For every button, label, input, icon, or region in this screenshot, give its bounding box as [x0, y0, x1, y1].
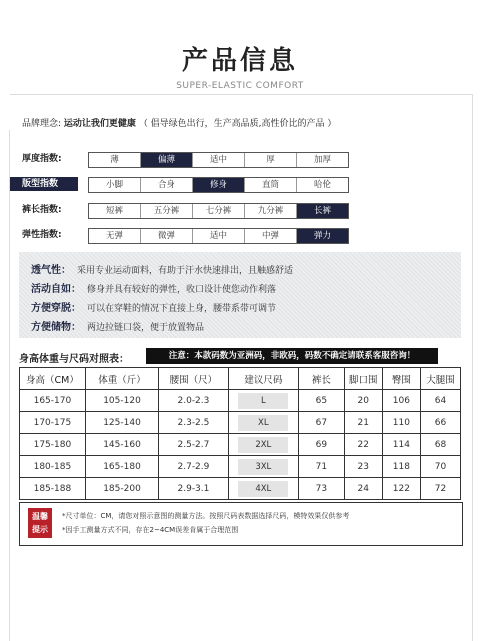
- table-cell: 69: [298, 434, 344, 456]
- table-cell: 72: [420, 478, 460, 500]
- table-cell: 118: [382, 456, 420, 478]
- option-selected: 弹力: [297, 229, 348, 243]
- features-panel: [19, 252, 461, 338]
- feature-text: 两边拉链口袋，便于放置物品: [87, 323, 205, 333]
- table-cell: 165-170: [20, 390, 86, 412]
- feature-text: 可以在穿鞋的情况下直接上身，腰带系带可调节: [87, 304, 277, 314]
- header-size: 建议尺码: [228, 368, 298, 390]
- brand-note: （ 倡导绿色出行，生产高品质,高性价比的产品 ）: [138, 119, 337, 129]
- table-cell: 24: [344, 478, 382, 500]
- table-cell: 170-175: [20, 412, 86, 434]
- tips-badge-line1: 温馨: [32, 512, 48, 521]
- table-cell: 125-140: [85, 412, 158, 434]
- frame-gap: [4, 94, 10, 130]
- table-cell-size: [228, 390, 298, 412]
- size-table-header: [19, 348, 461, 364]
- feature-text: 采用专业运动面料，有助于汗水快速排出，且触感舒适: [77, 266, 294, 276]
- tips-box: [19, 502, 463, 546]
- brand-label: 品牌理念:: [22, 119, 62, 129]
- option: 七分裤: [193, 204, 245, 218]
- brand-philosophy: [22, 116, 336, 129]
- table-cell: 20: [344, 390, 382, 412]
- table-cell: 110: [382, 412, 420, 434]
- option: 哈伦: [313, 180, 331, 190]
- table-header-row: [20, 368, 461, 390]
- table-cell: 68: [420, 434, 460, 456]
- size-tag: L: [238, 393, 288, 409]
- table-cell: 105-120: [85, 390, 158, 412]
- feature-text: 修身并具有较好的弹性，收口设计使您动作利落: [87, 285, 277, 295]
- option-selected: 修身: [193, 178, 245, 192]
- option: 适中: [193, 229, 245, 243]
- header-thigh: 大腿围: [420, 368, 460, 390]
- page-header: [0, 40, 480, 91]
- table-row: [20, 478, 461, 500]
- table-cell-size: [228, 412, 298, 434]
- table-cell: 180-185: [20, 456, 86, 478]
- page-subtitle: SUPER-ELASTIC COMFORT: [176, 81, 304, 91]
- size-tag: XL: [238, 415, 288, 431]
- header-hip: 臀围: [382, 368, 420, 390]
- table-cell: 122: [382, 478, 420, 500]
- feature-storage: [31, 318, 204, 333]
- elasticity-options: [88, 228, 349, 244]
- feature-key: 方便穿脱：: [31, 303, 81, 314]
- option: 直筒: [245, 178, 297, 192]
- table-cell: 22: [344, 434, 382, 456]
- size-tag: 2XL: [238, 437, 288, 453]
- option: 适中: [193, 153, 245, 167]
- header-height: 身高（CM）: [20, 368, 86, 390]
- size-tag: 4XL: [238, 481, 288, 497]
- header-waist: 腰围（尺）: [159, 368, 229, 390]
- tips-badge: [28, 508, 52, 538]
- table-cell: 2.5-2.7: [159, 434, 229, 456]
- table-cell: 2.7-2.9: [159, 456, 229, 478]
- option: 微弹: [141, 229, 193, 243]
- option: 五分裤: [141, 204, 193, 218]
- option: 加厚: [313, 155, 331, 165]
- page-title: 产品信息: [181, 46, 298, 76]
- table-cell: 70: [420, 456, 460, 478]
- option-selected: 偏薄: [141, 153, 193, 167]
- feature-key: 活动自如：: [31, 284, 81, 295]
- table-cell-size: [228, 434, 298, 456]
- option-selected: 长裤: [297, 204, 348, 218]
- table-cell: 145-160: [85, 434, 158, 456]
- feature-key: 方便储物：: [31, 322, 81, 333]
- table-cell: 64: [420, 390, 460, 412]
- feature-mobility: [31, 280, 276, 295]
- table-row: [20, 390, 461, 412]
- feature-key: 透气性：: [31, 265, 71, 276]
- option: 中弹: [245, 229, 297, 243]
- table-cell: 71: [298, 456, 344, 478]
- table-cell: 2.0-2.3: [159, 390, 229, 412]
- option: 合身: [141, 178, 193, 192]
- table-cell: 67: [298, 412, 344, 434]
- table-cell: 185-200: [85, 478, 158, 500]
- header-length: 裤长: [298, 368, 344, 390]
- table-cell: 2.3-2.5: [159, 412, 229, 434]
- thickness-index-label: 厚度指数:: [22, 154, 62, 164]
- table-cell: 65: [298, 390, 344, 412]
- feature-breathability: [31, 261, 293, 276]
- elasticity-index-label: 弹性指数:: [22, 230, 62, 240]
- header-hem: 脚口围: [344, 368, 382, 390]
- option: 厚: [245, 153, 297, 167]
- table-cell: 185-188: [20, 478, 86, 500]
- fit-options: [88, 177, 349, 193]
- table-cell: 165-180: [85, 456, 158, 478]
- table-cell-size: [228, 478, 298, 500]
- table-cell: 175-180: [20, 434, 86, 456]
- tips-line1: *尺寸单位：CM，请您对照示意图的测量方法。按照尺码表数据选择尺码，模特效果仅供参考: [62, 512, 350, 520]
- table-cell: 106: [382, 390, 420, 412]
- length-options: [88, 203, 349, 219]
- table-row: [20, 412, 461, 434]
- size-notice-banner: 注意：本款码数为亚洲码，非欧码，码数不确定请联系客服咨询！: [146, 348, 438, 364]
- table-row: [20, 434, 461, 456]
- header-weight: 体重（斤）: [85, 368, 158, 390]
- tips-badge-line2: 提示: [32, 525, 48, 534]
- table-cell: 73: [298, 478, 344, 500]
- table-cell-size: [228, 456, 298, 478]
- thickness-options: [88, 152, 349, 168]
- option: 九分裤: [245, 204, 297, 218]
- table-cell: 21: [344, 412, 382, 434]
- length-index-label: 裤长指数:: [22, 205, 62, 215]
- feature-easy-wear: [31, 299, 276, 314]
- size-chart-table: [19, 367, 461, 500]
- tips-line2: *因手工测量方式不同，存在2~4CM误差肯属于合理范围: [62, 526, 239, 534]
- table-cell: 66: [420, 412, 460, 434]
- table-cell: 2.9-3.1: [159, 478, 229, 500]
- size-table-title: 身高体重与尺码对照表：: [19, 354, 129, 365]
- fit-index-label: 版型指数: [10, 177, 78, 191]
- option: 无弹: [89, 229, 141, 243]
- table-cell: 114: [382, 434, 420, 456]
- table-cell: 23: [344, 456, 382, 478]
- brand-slogan: 运动让我们更健康: [63, 119, 136, 129]
- option: 薄: [89, 153, 141, 167]
- size-tag: 3XL: [238, 459, 288, 475]
- table-row: [20, 456, 461, 478]
- option: 小脚: [89, 178, 141, 192]
- option: 短裤: [89, 204, 141, 218]
